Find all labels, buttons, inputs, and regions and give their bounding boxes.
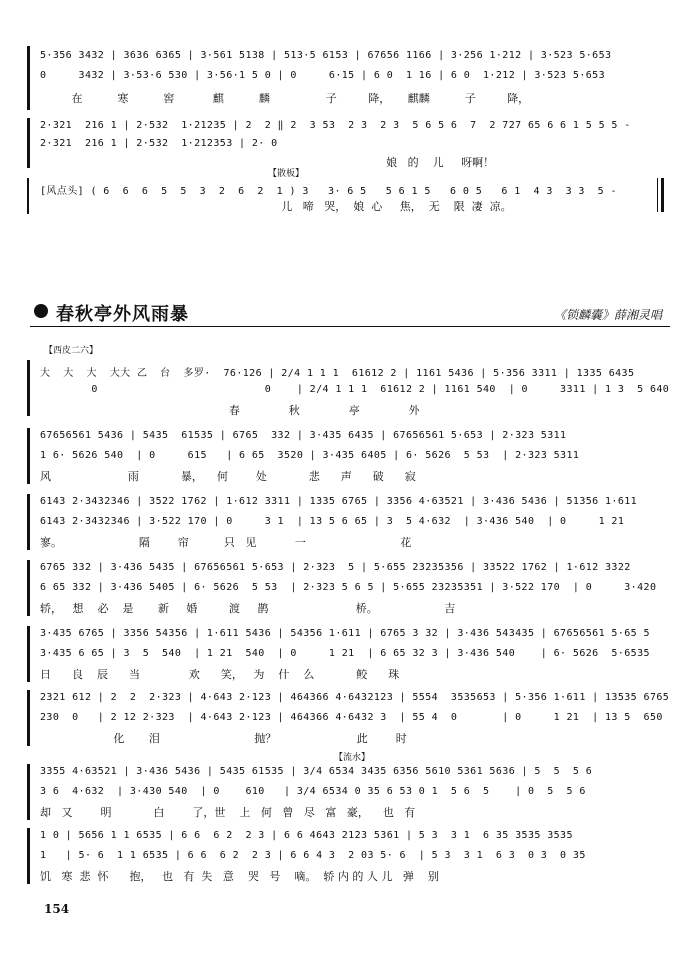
system-bracket	[27, 428, 34, 484]
lyric-line: 寥。 隔 帘 只 见 一 花	[40, 536, 412, 549]
upper-notation: 2321 612 | 2 2 2·323 | 4·643 2·123 | 464366 4·6432123 | 5554 3535653 | 5·356 1·611 | 13535 6765	[40, 692, 670, 703]
song-source: 《锁麟囊》薛湘灵唱	[553, 308, 662, 322]
lyric-line: 春 秋 亭 外	[40, 404, 420, 417]
song-title-row	[30, 300, 670, 328]
page-number: 154	[44, 902, 70, 916]
system-bracket	[27, 360, 34, 416]
bullet-icon	[34, 304, 48, 318]
lower-notation: 3 6 4·632 | 3·430 540 | 0 610 | 3/4 6534 0 35 6 53 0 1 5 6 5 | 0 5 5 6	[40, 786, 586, 797]
lyric-line: 娘 的 儿 呀啊！	[40, 156, 495, 169]
score-system-4	[30, 560, 670, 616]
lower-notation: 2·321 216 1 | 2·532 1·212353 | 2· 0	[40, 138, 278, 149]
lower-notation: 1 | 5· 6 1 1 6535 | 6 6 6 2 2 3 | 6 6 4 3 2 03 5· 6 | 5 3 3 1 6 3 0 3 0 35	[40, 850, 586, 861]
lyric-line: 日 良 辰 当 欢 笑， 为 什 么 鲛 珠	[40, 668, 400, 681]
system-bracket	[27, 626, 34, 682]
score-system-8	[30, 828, 670, 884]
score-system-1	[30, 360, 670, 416]
system-bracket	[27, 764, 34, 820]
lyric-line: 饥 寒 悲 怀 抱， 也 有 失 意 哭 号 嘀。 轿 内 的 人 儿 弹 别	[40, 870, 439, 883]
final-barline-thin	[657, 178, 658, 212]
system-bracket	[27, 46, 34, 110]
tempo-marker: 【流水】	[334, 753, 371, 763]
tempo-marker: 【西皮二六】	[44, 346, 99, 356]
title-rule	[30, 326, 670, 327]
upper-notation: 6765 332 | 3·436 5435 | 67656561 5·653 | 2·323 5 | 5·655 23235356 | 33522 1762 | 1·612 3322	[40, 562, 631, 573]
tempo-marker: 【散板】	[268, 169, 305, 179]
score-system-6	[30, 690, 670, 746]
upper-notation: 67656561 5436 | 5435 61535 | 6765 332 | 3·435 6435 | 67656561 5·653 | 2·323 5311	[40, 430, 567, 441]
score-system-2	[30, 428, 670, 484]
system-bracket	[27, 560, 34, 616]
system-bracket	[27, 494, 34, 550]
score-system-3	[30, 494, 670, 550]
upper-notation: 5·356 3432 | 3636 6365 | 3·561 5138 | 513·5 6153 | 67656 1166 | 3·256 1·212 | 3·523 5·653	[40, 50, 612, 61]
final-barline	[661, 178, 664, 212]
prev-system-3	[30, 178, 670, 214]
system-bracket	[27, 118, 34, 168]
lower-notation: 230 0 | 2 12 2·323 | 4·643 2·123 | 464366 4·6432 3 | 55 4 0 | 0 1 21 | 13 5 650	[40, 712, 663, 723]
lower-notation: 0 3432 | 3·53·6 530 | 3·56·1 5 0 | 0 6·15 | 6 0 1 16 | 6 0 1·212 | 3·523 5·653	[40, 70, 606, 81]
lower-notation: 6 65 332 | 3·436 5405 | 6· 5626 5 53 | 2·323 5 6 5 | 5·655 23235351 | 3·522 170 | 0 3·420	[40, 582, 657, 593]
upper-notation: 6143 2·3432346 | 3522 1762 | 1·612 3311 | 1335 6765 | 3356 4·63521 | 3·436 5436 | 51356 1·611	[40, 496, 638, 507]
upper-notation: 大 大 大 大大 乙 台 多罗· 76·126 | 2/4 1 1 1 61612 2 | 1161 5436 | 5·356 3311 | 1335 6435	[40, 368, 635, 379]
lyric-line: 却 又 明 白 了，世 上 何 曾 尽 富 豪， 也 有	[40, 806, 416, 819]
upper-notation: 1 0 | 5656 1 1 6535 | 6 6 6 2 2 3 | 6 6 4643 2123 5361 | 5 3 3 1 6 35 3535 3535	[40, 830, 573, 841]
song-title: 春秋亭外风雨暴	[56, 304, 189, 325]
score-system-5	[30, 626, 670, 682]
lyric-line: 在 寒 窖 麒 麟 子 降， 麒麟 子 降，	[40, 92, 530, 105]
lyric-line: 风 雨 暴， 何 处 悲 声 破 寂	[40, 470, 416, 483]
lyric-line: 儿 啼 哭， 娘 心 焦， 无 限 凄 凉。	[40, 200, 512, 213]
lyric-line: 轿， 想 必 是 新 婚 渡 鹊 桥。 吉	[40, 602, 456, 615]
lyric-line: 化 泪 抛？ 此 时	[40, 732, 407, 745]
score-system-7	[30, 764, 670, 820]
lower-notation: 0 0 | 2/4 1 1 1 61612 2 | 1161 540 | 0 3311 | 1 3 5 640	[40, 384, 670, 395]
upper-notation: [风点头] ( 6 6 6 5 5 3 2 6 2 1 ) 3 3· 6 5 5 6 1 5 6 0 5 6 1 4 3 3 3 5 -	[40, 186, 617, 197]
prev-system-2	[30, 118, 670, 168]
system-bracket	[27, 828, 34, 884]
upper-notation: 3·435 6765 | 3356 54356 | 1·611 5436 | 54356 1·611 | 6765 3 32 | 3·436 543435 | 67656561 5·65 5	[40, 628, 650, 639]
prev-system-1	[30, 46, 670, 110]
system-bracket	[27, 690, 34, 746]
lower-notation: 6143 2·3432346 | 3·522 170 | 0 3 1 | 13 5 6 65 | 3 5 4·632 | 3·436 540 | 0 1 21	[40, 516, 625, 527]
lower-notation: 1 6· 5626 540 | 0 615 | 6 65 3520 | 3·435 6405 | 6· 5626 5 53 | 2·323 5311	[40, 450, 580, 461]
system-bracket	[27, 178, 33, 214]
upper-notation: 3355 4·63521 | 3·436 5436 | 5435 61535 | 3/4 6534 3435 6356 5610 5361 5636 | 5 5 5 6	[40, 766, 593, 777]
upper-notation: 2·321 216 1 | 2·532 1·21235 | 2 2 ‖ 2 3 53 2 3 2 3 5 6 5 6 7 2 727 65 6 6 1 5 5 5 -	[40, 120, 631, 131]
lower-notation: 3·435 6 65 | 3 5 540 | 1 21 540 | 0 1 21 | 6 65 32 3 | 3·436 540 | 6· 5626 5·6535	[40, 648, 650, 659]
